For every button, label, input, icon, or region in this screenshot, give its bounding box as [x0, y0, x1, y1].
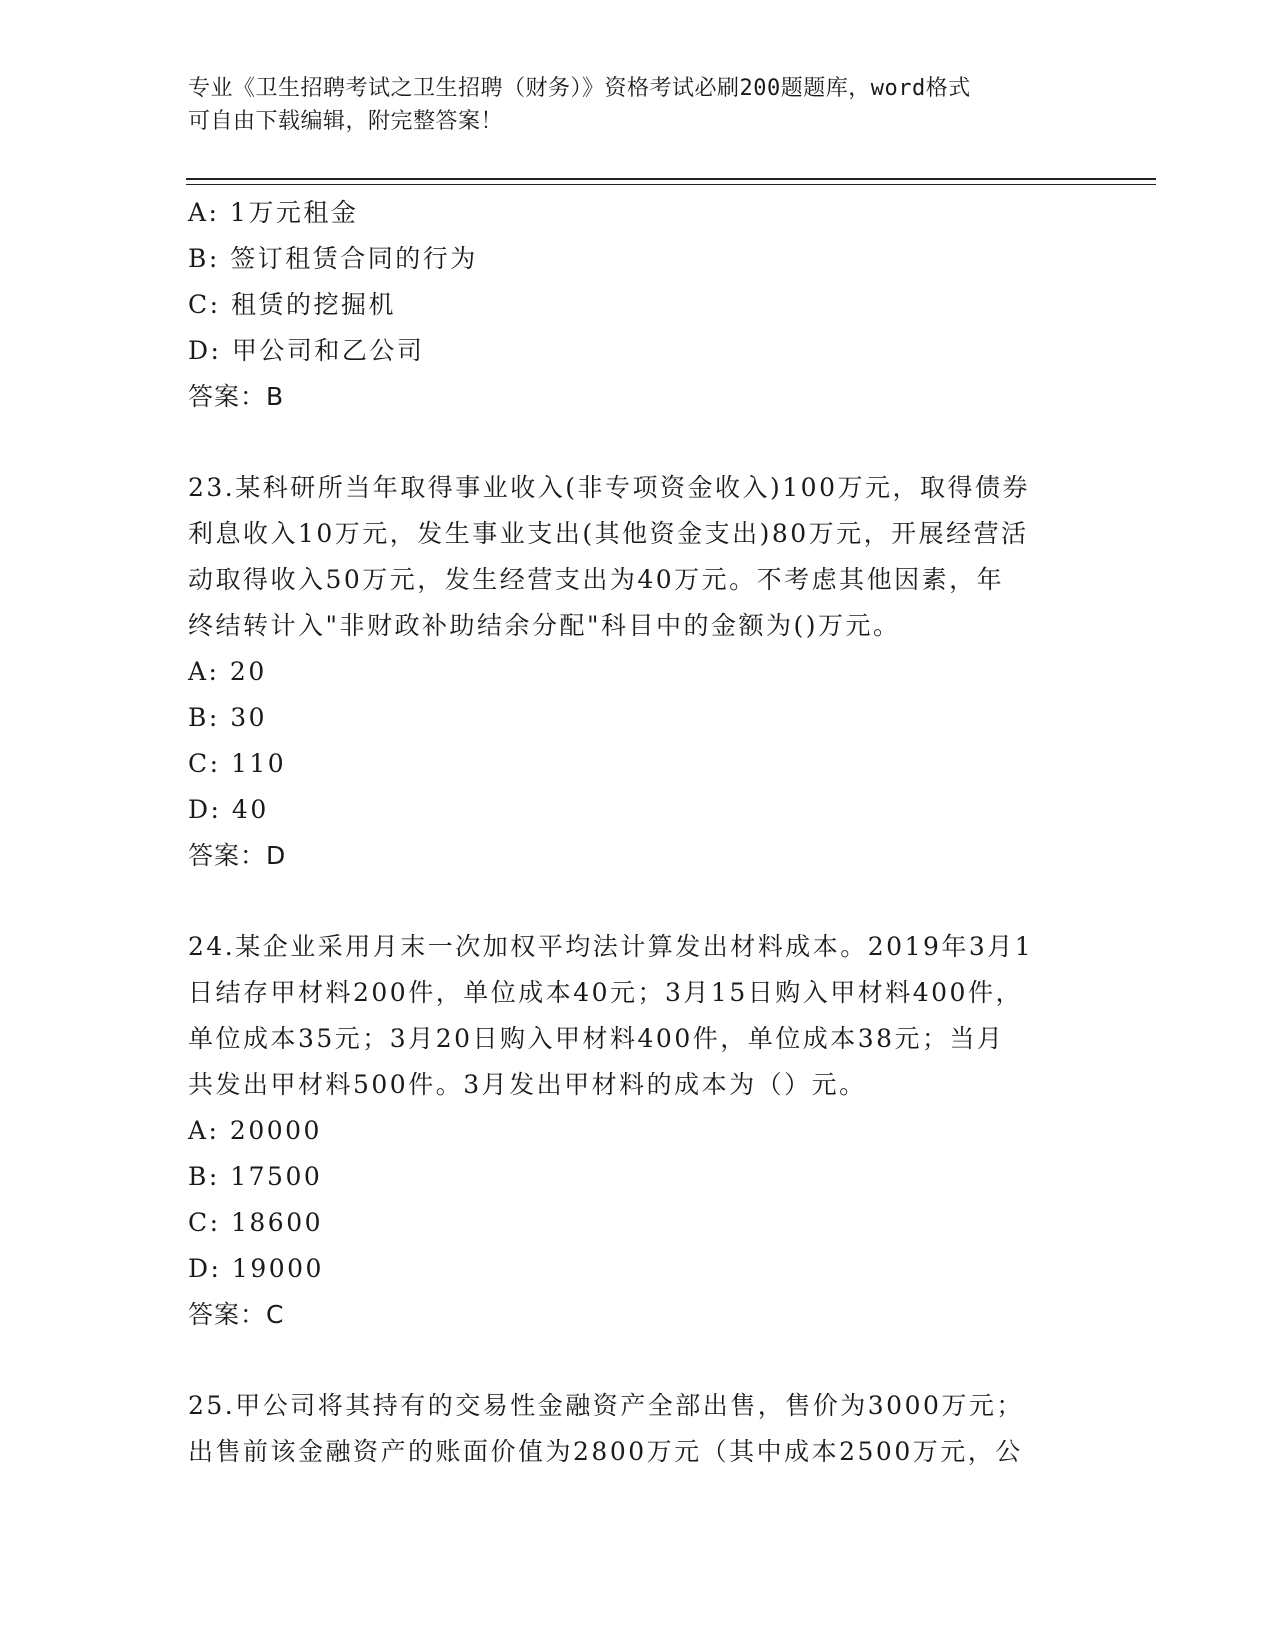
option-b: B: 17500: [188, 1162, 323, 1191]
question-text-line: 终结转计入"非财政补助结余分配"科目中的金额为()万元。: [188, 611, 901, 640]
question-24-block: [188, 924, 1088, 1338]
option-d: D: 19000: [188, 1254, 324, 1283]
question-22-block: [188, 190, 1088, 420]
question-text-line: 共发出甲材料500件。3月发出甲材料的成本为（）元。: [188, 1070, 867, 1099]
document-body: [188, 190, 1088, 1475]
question-text-line: 25.甲公司将其持有的交易性金融资产全部出售，售价为3000万元；: [188, 1391, 1024, 1420]
spacer: [188, 420, 1088, 465]
header-line-2: 可自由下载编辑，附完整答案！: [188, 109, 504, 134]
option-c: C: 18600: [188, 1208, 324, 1237]
option-a: A: 1万元租金: [188, 198, 359, 227]
option-a: A: 20: [188, 657, 267, 686]
question-text-line: 动取得收入50万元，发生经营支出为40万元。不考虑其他因素，年: [188, 565, 1005, 594]
option-b: B: 30: [188, 703, 268, 732]
answer-line: 答案：B: [188, 382, 285, 411]
answer-line: 答案：D: [188, 841, 287, 870]
question-text-line: 单位成本35元；3月20日购入甲材料400件，单位成本38元；当月: [188, 1024, 1005, 1053]
document-header: [188, 72, 1088, 138]
option-d: D: 40: [188, 795, 269, 824]
question-23-block: [188, 465, 1088, 879]
question-text-line: 24.某企业采用月末一次加权平均法计算发出材料成本。2019年3月1: [188, 932, 1034, 961]
question-25-block: [188, 1383, 1088, 1475]
option-a: A: 20000: [188, 1116, 322, 1145]
question-text-line: 日结存甲材料200件，单位成本40元；3月15日购入甲材料400件，: [188, 978, 1023, 1007]
header-line-1: 专业《卫生招聘考试之卫生招聘（财务）》资格考试必刷200题题库，word格式: [188, 76, 971, 101]
header-rule-thin: [186, 184, 1156, 185]
answer-line: 答案：C: [188, 1300, 285, 1329]
option-c: C: 110: [188, 749, 287, 778]
question-text-line: 23.某科研所当年取得事业收入(非专项资金收入)100万元，取得债券: [188, 473, 1030, 502]
header-rule-thick: [186, 178, 1156, 180]
question-text-line: 出售前该金融资产的账面价值为2800万元（其中成本2500万元，公: [188, 1437, 1023, 1466]
option-c: C: 租赁的挖掘机: [188, 290, 396, 319]
spacer: [188, 879, 1088, 924]
option-d: D: 甲公司和乙公司: [188, 336, 425, 365]
question-text-line: 利息收入10万元，发生事业支出(其他资金支出)80万元，开展经营活: [188, 519, 1029, 548]
spacer: [188, 1338, 1088, 1383]
option-b: B: 签订租赁合同的行为: [188, 244, 478, 273]
